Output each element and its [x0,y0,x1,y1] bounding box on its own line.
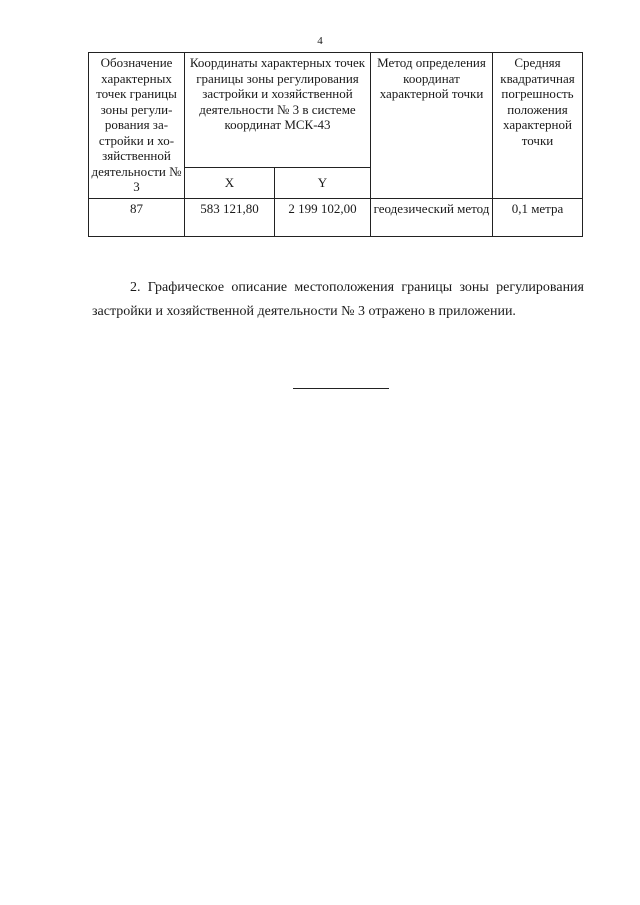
graphic-description-paragraph: 2. Графическое описание местоположения границы зоны регулирования застройки и хозяйственной деятельности № 3 отражено в приложении. [92,280,584,319]
coordinates-table [88,52,583,237]
cell-error: 0,1 метра [493,198,583,236]
header-x: X [185,167,275,198]
header-coordinates: Координаты характерных точек границы зоны регулирования застройки и хозяйственной деятельности № 3 в системе координат МСК-43 [185,53,371,168]
end-of-document-line [293,388,389,389]
cell-y: 2 199 102,00 [275,198,371,236]
table-header-row [89,53,583,168]
cell-point: 87 [89,198,185,236]
header-method: Метод определения координат характерной точки [371,53,493,199]
page-number: 4 [317,35,323,47]
header-designation: Обозначение характерных точек границы зоны регулирования застройки и хозяйственной деятельности № 3 [89,53,185,199]
cell-x: 583 121,80 [185,198,275,236]
header-error: Средняя квадратичная погрешность положения характерной точки [493,53,583,199]
table-row [89,198,583,236]
header-y: Y [275,167,371,198]
cell-method: геодезический метод [371,198,493,236]
